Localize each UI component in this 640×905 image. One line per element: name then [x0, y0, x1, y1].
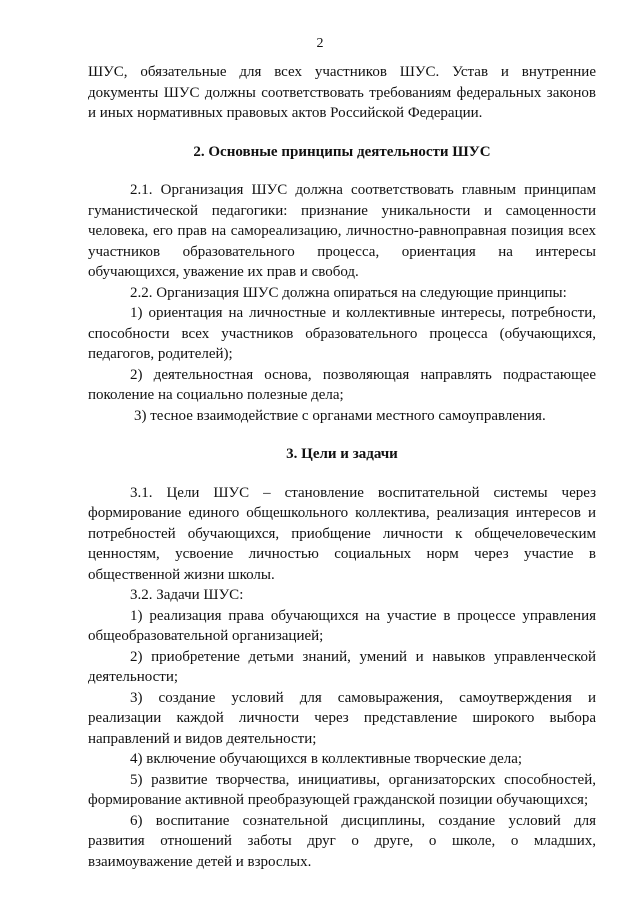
document-body [88, 62, 596, 872]
paragraph-2-2: 2.2. Организация ШУС должна опираться на следующие принципы: [130, 284, 567, 301]
paragraph-3-1: 3.1. Цели ШУС – становление воспитательной системы через формирование единого общешкольного коллектива, реализация интересов и потребностей обучающихся, приобщение личности к общечеловеческим ценностям, усвоение личностью социальных норм через участие в общественной жизни школы. [88, 484, 596, 583]
task-item-1: 1) реализация права обучающихся на участие в процессе управления общеобразовательной организацией; [88, 607, 596, 644]
principle-item-3: 3) тесное взаимодействие с органами местного самоуправления. [134, 407, 546, 424]
page-number: 2 [316, 36, 324, 51]
section-2-heading: 2. Основные принципы деятельности ШУС [193, 143, 491, 160]
paragraph-3-2: 3.2. Задачи ШУС: [130, 587, 244, 603]
task-item-5: 5) развитие творчества, инициативы, организаторских способностей, формирование активной преобразующей гражданской позиции обучающихся; [88, 771, 596, 808]
task-item-4: 4) включение обучающихся в коллективные творческие дела; [130, 751, 523, 767]
principle-item-2: 2) деятельностная основа, позволяющая направлять подрастающее поколение на социально полезные дела; [88, 366, 596, 403]
principle-item-1: 1) ориентация на личностные и коллективные интересы, потребности, способности всех участников образовательного процесса (обучающихся, педагогов, родителей); [88, 305, 596, 362]
task-item-2: 2) приобретение детьми знаний, умений и навыков управленческой деятельности; [88, 648, 596, 685]
intro-paragraph: ШУС, обязательные для всех участников ШУС. Устав и внутренние документы ШУС должны соответствовать требованиям федеральных законов и иных нормативных правовых актов Российской Федерации. [88, 64, 596, 121]
paragraph-2-1: 2.1. Организация ШУС должна соответствовать главным принципам гуманистической педагогики: признание уникальности и самоценности человека, его прав на самореализацию, личностно-равноправная позиция всех участников образовательного процесса, ориентация на интересы обучающихся, уважение их прав и свобод. [88, 182, 596, 280]
task-item-6: 6) воспитание сознательной дисциплины, создание условий для развития отношений заботы друг о друге, о школе, о младших, взаимоуважение детей и взрослых. [88, 812, 596, 870]
task-item-3: 3) создание условий для самовыражения, самоутверждения и реализации каждой личности через представление широкого выбора направлений и видов деятельности; [88, 689, 596, 747]
section-3-heading: 3. Цели и задачи [286, 446, 398, 462]
